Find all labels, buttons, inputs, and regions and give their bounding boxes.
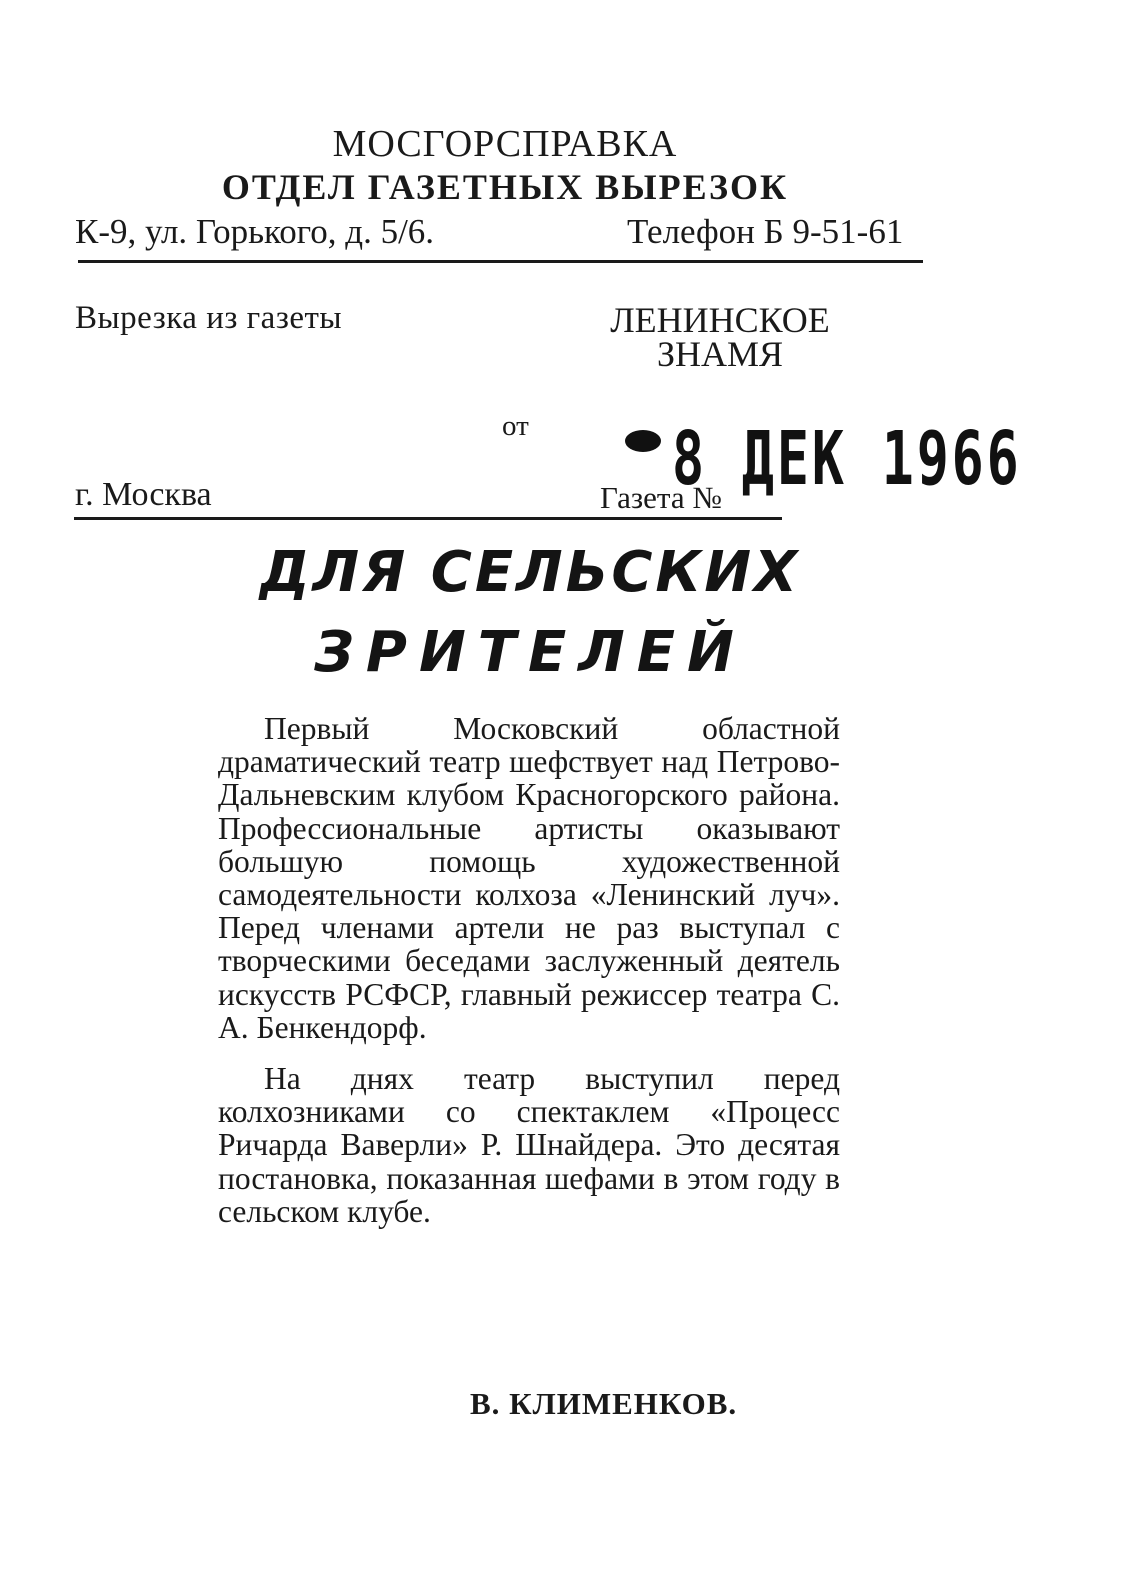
date-stamp: 8 ДЕК 1966: [672, 416, 1022, 502]
city-label: г. Москва: [75, 476, 212, 513]
newspaper-name-line2: ЗНАМЯ: [656, 334, 784, 374]
bureau-phone: Телефон Б 9-51-61: [627, 212, 904, 251]
article-paragraph-1: Первый Московский областной драматический театр шефствует над Петрово-Дальневским клубом Красногорского района. Профессиональные артисты оказывают большую помощь художественной самодеятельности колхоза «Ленинский луч». Перед членами артели не раз выступал с творческими беседами заслуженный деятель искусств РСФСР, главный режиссер театра С. А. Бенкендорф.: [218, 711, 840, 1045]
bureau-name: МОСГОРСПРАВКА: [332, 123, 678, 165]
clipping-info-divider: [74, 517, 782, 520]
header-divider: [78, 260, 923, 263]
department-name: ОТДЕЛ ГАЗЕТНЫХ ВЫРЕЗОК: [221, 167, 789, 207]
article-paragraph-2: На днях театр выступил перед колхозниками со спектаклем «Процесс Ричарда Ваверли» Р. Шнайдера. Это десятая постановка, показанная шефами в этом году в сельском клубе.: [218, 1061, 840, 1229]
headline-line2: ЗРИТЕЛЕЙ: [314, 620, 746, 685]
clipping-label: Вырезка из газеты: [75, 300, 343, 336]
bureau-address: К-9, ул. Горького, д. 5/6.: [75, 212, 435, 251]
ink-blot: [625, 430, 661, 452]
article-byline: В. КЛИМЕНКОВ.: [470, 1386, 738, 1421]
newspaper-name: [570, 300, 870, 374]
headline-line1: ДЛЯ СЕЛЬСКИХ: [259, 540, 801, 605]
newspaper-name-line1: ЛЕНИНСКОЕ: [610, 300, 830, 340]
issue-number-label: Газета №: [600, 480, 722, 515]
date-from-label: от: [502, 410, 529, 442]
article-body: [218, 712, 840, 1228]
